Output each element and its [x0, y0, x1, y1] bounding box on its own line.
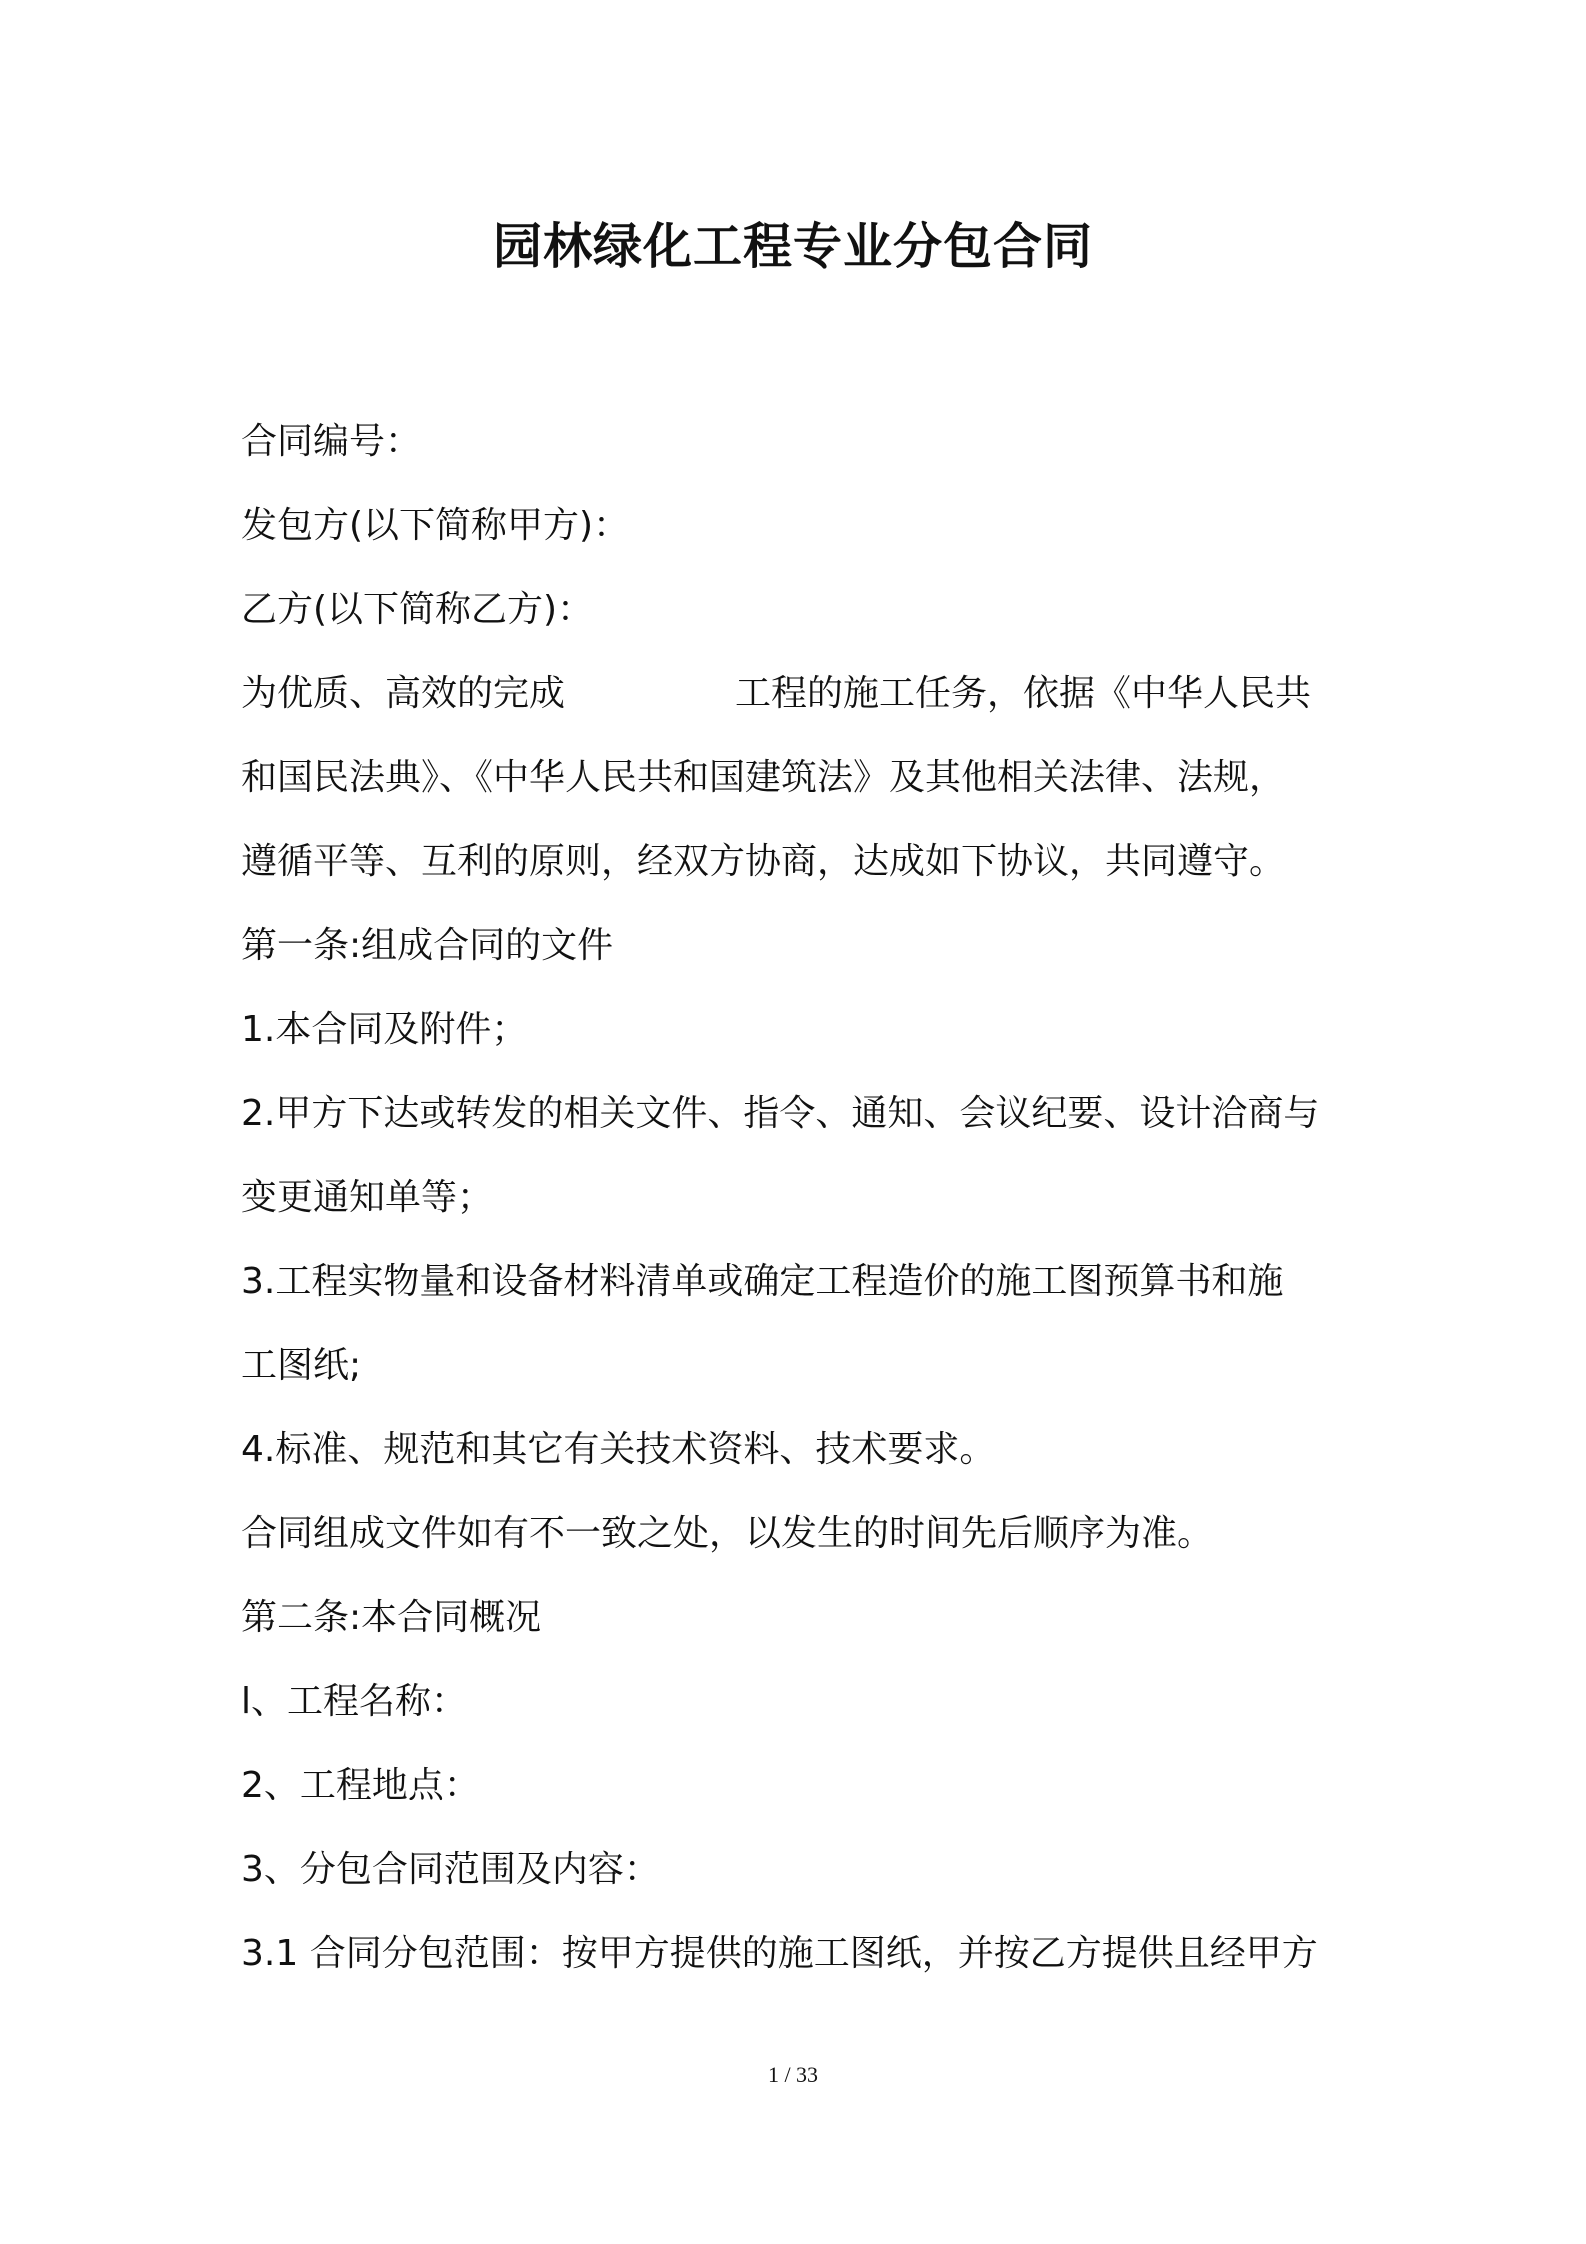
party-b-line: 乙方(以下简称乙方)：: [241, 589, 594, 630]
article-2-heading: 第二条:本合同概况: [241, 1597, 542, 1638]
article-1-item-3: 3.工程实物量和设备材料清单或确定工程造价的施工图预算书和施: [241, 1261, 1284, 1302]
article-1-item-3-cont: 工图纸;: [241, 1345, 362, 1386]
article-1-item-1: 1.本合同及附件；: [241, 1009, 528, 1050]
article-1-item-2-cont: 变更通知单等；: [241, 1177, 494, 1218]
party-a-line: 发包方(以下简称甲方)：: [241, 505, 630, 546]
document-title: 园林绿化工程专业分包合同: [492, 218, 1093, 275]
article-1-item-4: 4.标准、规范和其它有关技术资料、技术要求。: [241, 1429, 996, 1470]
preamble-text-start: 为优质、高效的完成: [241, 673, 566, 714]
article-2-item-3: 3、分包合同范围及内容：: [241, 1849, 660, 1890]
page-number: 1 / 33: [767, 2062, 819, 2087]
preamble-line-3: 遵循平等、互利的原则，经双方协商，达成如下协议，共同遵守。: [241, 841, 1286, 882]
preamble-line-2: 和国民法典》、《中华人民共和国建筑法》及其他相关法律、法规，: [241, 757, 1286, 798]
article-1-heading: 第一条:组成合同的文件: [241, 925, 614, 966]
article-1-item-2: 2.甲方下达或转发的相关文件、指令、通知、会议纪要、设计洽商与: [241, 1093, 1320, 1134]
document-body: [241, 400, 1361, 1996]
article-2-item-1: l、工程名称：: [241, 1681, 468, 1722]
contract-number-line: 合同编号：: [241, 421, 422, 462]
preamble-line-1: [241, 652, 1361, 736]
article-2-item-3-1: 3.1 合同分包范围：按甲方提供的施工图纸，并按乙方提供且经甲方: [241, 1933, 1318, 1974]
preamble-text-end: 工程的施工任务，依据《中华人民共: [735, 673, 1312, 714]
article-1-note: 合同组成文件如有不一致之处，以发生的时间先后顺序为准。: [241, 1513, 1214, 1554]
article-2-item-2: 2、工程地点：: [241, 1765, 480, 1806]
